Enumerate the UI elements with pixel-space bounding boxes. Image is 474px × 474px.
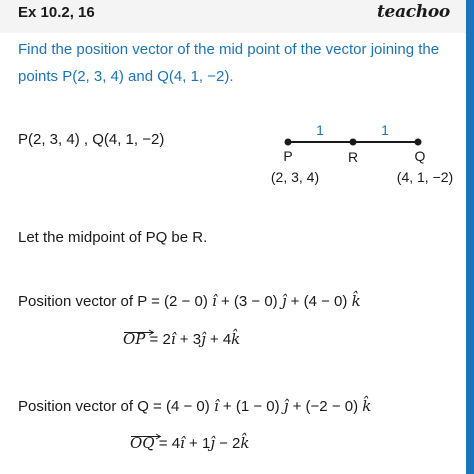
point-p-coords: (2, 3, 4) — [270, 169, 320, 185]
oq-eq2: + 1 — [184, 435, 211, 452]
position-p-mid2: + (4 − 0) — [286, 293, 352, 310]
position-q-prefix: Position vector of Q = (4 − 0) — [18, 398, 214, 415]
unit-j: ĵ — [201, 330, 206, 348]
exercise-label: Ex 10.2, 16 — [18, 4, 95, 21]
midpoint-statement: Let the midpoint of PQ be R. — [18, 229, 208, 246]
vector-op-text: OP — [123, 330, 146, 348]
op-eq2: + 3 — [175, 331, 202, 348]
point-r-label: R — [347, 149, 359, 165]
op-eq3: + 4 — [205, 331, 232, 348]
unit-i: î — [212, 292, 217, 310]
point-q-label: Q — [414, 148, 426, 164]
oq-equation — [130, 434, 249, 452]
oq-eq1: = 4 — [154, 435, 181, 452]
unit-i: î — [213, 397, 219, 415]
unit-k: k̂ — [240, 434, 250, 452]
position-p-prefix: Position vector of P = (2 − 0) — [18, 293, 212, 310]
unit-k: k̂ — [351, 292, 361, 310]
point-r-dot — [350, 139, 357, 146]
vector-oq-text: OQ — [130, 434, 155, 452]
position-vector-p — [18, 292, 361, 310]
segment-label-rq: 1 — [381, 122, 389, 138]
question-line-2: points P(2, 3, 4) and Q(4, 1, −2). — [18, 68, 234, 85]
point-q-dot — [415, 139, 422, 146]
vector-arrow-icon — [124, 329, 154, 336]
unit-j: ĵ — [210, 434, 215, 452]
unit-k: k̂ — [231, 330, 241, 348]
vector-op — [123, 330, 145, 348]
segment-diagram — [270, 120, 466, 190]
vector-oq — [130, 434, 155, 452]
point-p-dot — [285, 139, 292, 146]
question-line-1: Find the position vector of the mid point of the vector joining the — [18, 41, 440, 58]
unit-j: ĵ — [283, 397, 289, 415]
op-eq1: = 2 — [145, 331, 171, 348]
accent-sidebar — [466, 0, 474, 474]
position-vector-q — [18, 397, 371, 415]
oq-eq3: − 2 — [214, 435, 241, 452]
unit-j: ĵ — [281, 292, 287, 310]
position-p-mid1: + (3 − 0) — [216, 293, 282, 310]
unit-i: î — [170, 330, 176, 348]
unit-i: î — [180, 434, 185, 452]
position-q-mid2: + (−2 − 0) — [288, 398, 363, 415]
position-q-mid1: + (1 − 0) — [218, 398, 284, 415]
given-points: P(2, 3, 4) , Q(4, 1, −2) — [18, 131, 165, 148]
teachoo-logo: teachoo — [377, 2, 450, 22]
op-equation — [123, 330, 240, 348]
vector-arrow-icon — [131, 433, 161, 440]
point-q-coords: (4, 1, −2) — [396, 169, 454, 185]
unit-k: k̂ — [362, 397, 372, 415]
segment-label-pr: 1 — [316, 122, 324, 138]
point-p-label: P — [283, 148, 293, 164]
